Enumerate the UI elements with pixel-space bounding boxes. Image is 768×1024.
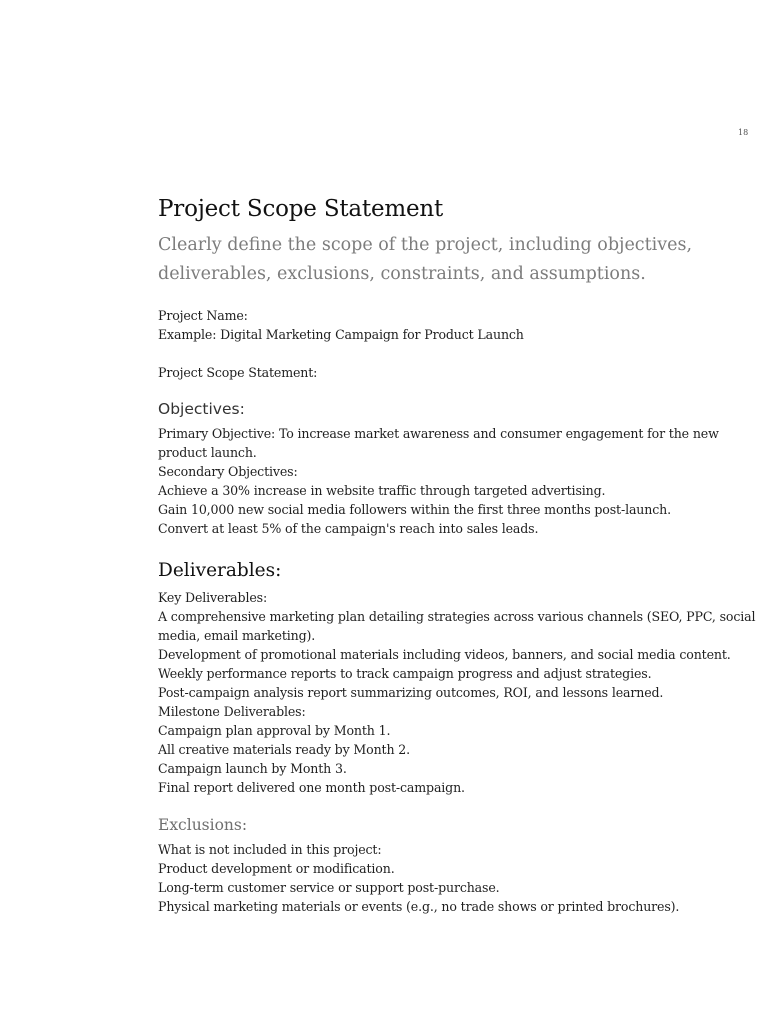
objectives-section [158,424,758,538]
deliverable-line: Development of promotional materials including videos, banners, and social media content. [158,647,731,662]
project-name-example: Example: Digital Marketing Campaign for Product Launch [158,327,524,342]
deliverable-line: Weekly performance reports to track campaign progress and adjust strategies. [158,666,652,681]
exclusions-section [158,840,758,916]
exclusions-heading: Exclusions: [158,816,248,834]
project-name-label: Project Name: [158,308,248,323]
page-subtitle: Clearly define the scope of the project, including objectives, deliverables, exclusions, constraints, and assumptions. [158,235,693,284]
project-scope-label: Project Scope Statement: [158,365,318,380]
deliverable-line: Post-campaign analysis report summarizing outcomes, ROI, and lessons learned. [158,685,664,700]
objective-line: Gain 10,000 new social media followers within the first three months post-launch. [158,502,671,517]
deliverables-section [158,588,758,797]
deliverable-line: A comprehensive marketing plan detailing strategies across various channels (SEO, PPC, social media, email marketing). [158,609,756,643]
objective-line: Achieve a 30% increase in website traffic through targeted advertising. [158,483,606,498]
exclusion-line: Physical marketing materials or events (e.g., no trade shows or printed brochures). [158,899,680,914]
deliverable-line: Final report delivered one month post-campaign. [158,780,465,795]
objective-line: Primary Objective: To increase market awareness and consumer engagement for the new product launch. [158,426,719,460]
deliverable-line: Milestone Deliverables: [158,704,306,719]
deliverable-line: Key Deliverables: [158,590,268,605]
objective-line: Convert at least 5% of the campaign's reach into sales leads. [158,521,539,536]
page-title: Project Scope Statement [158,196,444,222]
deliverables-heading: Deliverables: [158,560,282,581]
exclusion-line: Long-term customer service or support post-purchase. [158,880,500,895]
project-scope-block [158,363,758,382]
page-number: 18 [738,128,749,137]
project-name-block [158,306,758,344]
document-content [158,194,758,916]
deliverable-line: All creative materials ready by Month 2. [158,742,410,757]
deliverable-line: Campaign launch by Month 3. [158,761,347,776]
deliverable-line: Campaign plan approval by Month 1. [158,723,391,738]
exclusion-line: What is not included in this project: [158,842,382,857]
objective-line: Secondary Objectives: [158,464,298,479]
objectives-heading: Objectives: [158,400,245,418]
exclusion-line: Product development or modification. [158,861,395,876]
